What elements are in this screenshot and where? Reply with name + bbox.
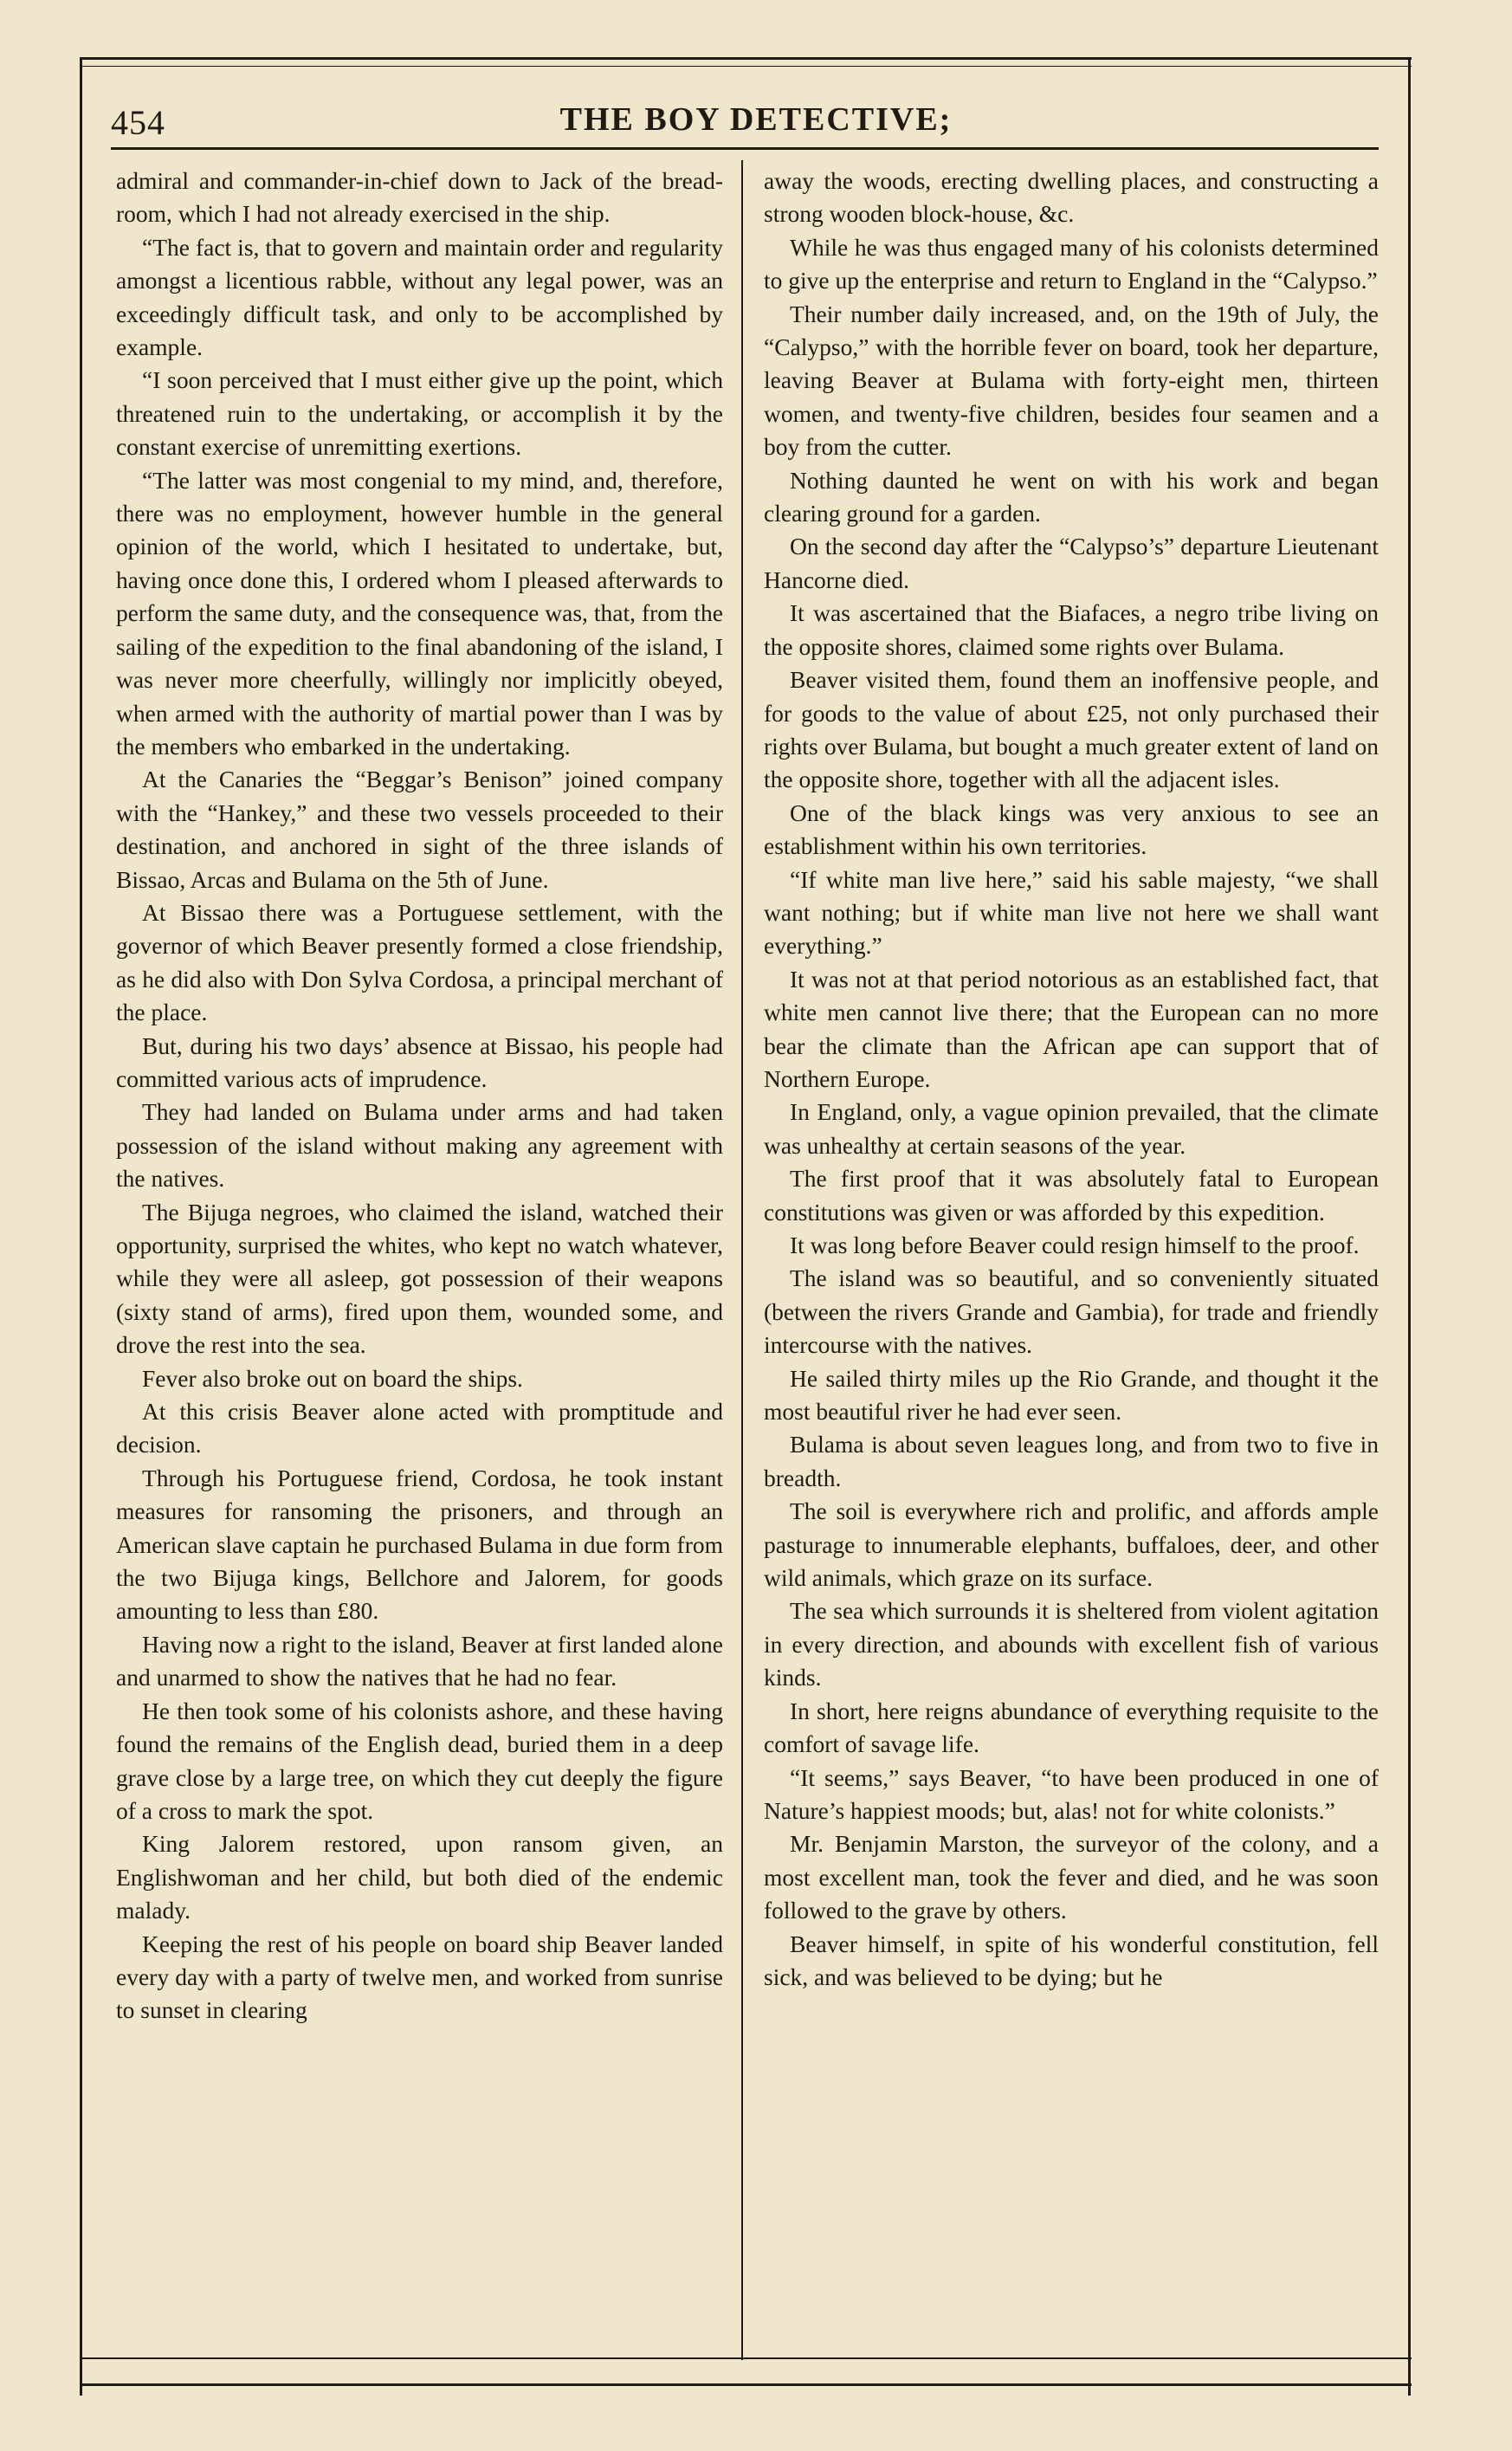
bottom-rule bbox=[80, 2357, 1412, 2359]
paragraph: Nothing daunted he went on with his work and began clearing ground for a garden. bbox=[764, 466, 1379, 527]
paragraph: It was long before Beaver could resign himself to the proof. bbox=[790, 1232, 1360, 1258]
paragraph: “I soon perceived that I must either give up the point, which threatened ruin to the undertaking, or accomplish it by the constant exercise of unremitting exertions. bbox=[116, 366, 723, 461]
paragraph: In short, here reigns abundance of everything requisite to the comfort of savage life. bbox=[764, 1697, 1379, 1758]
bottom-rule-thick bbox=[80, 2383, 1412, 2386]
paragraph: “It seems,” says Beaver, “to have been produced in one of Nature’s happiest moods; but, alas! not for white colonists.” bbox=[764, 1763, 1379, 1824]
paragraph: Beaver himself, in spite of his wonderful constitution, fell sick, and was believed to be dying; but he bbox=[764, 1930, 1379, 1990]
paragraph: away the woods, erecting dwelling places, and constructing a strong wooden block-house, &c. bbox=[764, 167, 1379, 228]
left-column bbox=[116, 165, 723, 2356]
paragraph: Fever also broke out on board the ships. bbox=[142, 1364, 523, 1392]
top-rule-thin bbox=[80, 66, 1412, 67]
paragraph: Having now a right to the island, Beaver at first landed alone and unarmed to show the natives that he had no fear. bbox=[116, 1630, 723, 1691]
paragraph: Through his Portuguese friend, Cordosa, he took instant measures for ransoming the prisoners, and through an American slave captain he purchased Bulama in due form from the two Bijuga kings, Bellchore and Jalorem, for goods amounting to less than £80. bbox=[116, 1464, 723, 1625]
paragraph: It was ascertained that the Biafaces, a negro tribe living on the opposite shores, claimed some rights over Bulama. bbox=[764, 599, 1379, 660]
left-border bbox=[80, 57, 82, 2396]
paragraph: They had landed on Bulama under arms and had taken possession of the island without making any agreement with the natives. bbox=[116, 1098, 723, 1193]
paragraph: In England, only, a vague opinion prevailed, that the climate was unhealthy at certain seasons of the year. bbox=[764, 1098, 1379, 1159]
right-column bbox=[764, 165, 1379, 2356]
page-number: 454 bbox=[111, 103, 165, 142]
paragraph: But, during his two days’ absence at Bissao, his people had committed various acts of imprudence. bbox=[116, 1031, 723, 1092]
right-border bbox=[1408, 57, 1411, 2396]
column-divider bbox=[741, 160, 743, 2360]
paragraph: Keeping the rest of his people on board ship Beaver landed every day with a party of twelve men, and worked from sunrise to sunset in clearing bbox=[116, 1930, 723, 2024]
paragraph: Their number daily increased, and, on the 19th of July, the “Calypso,” with the horrible fever on board, took her departure, leaving Beaver at Bulama with forty-eight men, thirteen women, and twenty-five children, besides four seamen and a boy from the cutter. bbox=[764, 300, 1379, 461]
paragraph: On the second day after the “Calypso’s” departure Lieutenant Hancorne died. bbox=[764, 533, 1379, 593]
paragraph: He then took some of his colonists ashore, and these having found the remains of the English dead, buried them in a deep grave close by a large tree, on which they cut deeply the figure of a cross to mark the spot. bbox=[116, 1697, 723, 1824]
paragraph: At the Canaries the “Beggar’s Benison” joined company with the “Hankey,” and these two vessels proceeded to their destination, and anchored in sight of the three islands of Bissao, Arcas and Bulama on the 5th of June. bbox=[116, 766, 723, 893]
paragraph: “The latter was most congenial to my mind, and, therefore, there was no employment, however humble in the general opinion of the world, which I hesitated to undertake, but, having once done this, I ordered whom I pleased afterwards to perform the same duty, and the consequence was, that, from the sailing of the expedition to the final abandoning of the island, I was never more cheerfully, willingly nor implicitly obeyed, when armed with the authority of martial power than I was by the members who embarked in the undertaking. bbox=[116, 466, 723, 760]
paragraph: “If white man live here,” said his sable majesty, “we shall want nothing; but if white man live not here we shall want everything.” bbox=[764, 865, 1379, 960]
paragraph: One of the black kings was very anxious to see an establishment within his own territories. bbox=[764, 799, 1379, 860]
paragraph: Beaver visited them, found them an inoffensive people, and for goods to the value of about £25, not only purchased their rights over Bulama, but bought a much greater extent of land on the opposite shore, together with all the adjacent isles. bbox=[764, 666, 1379, 793]
paragraph: At Bissao there was a Portuguese settlement, with the governor of which Beaver presently formed a close friendship, as he did also with Don Sylva Cordosa, a principal merchant of the place. bbox=[116, 898, 723, 1026]
paragraph: The first proof that it was absolutely fatal to European constitutions was given or was afforded by this expedition. bbox=[764, 1165, 1379, 1226]
paragraph: While he was thus engaged many of his colonists determined to give up the enterprise and return to England in the “Calypso.” bbox=[764, 233, 1379, 294]
paragraph: admiral and commander-in-chief down to Jack of the bread-room, which I had not already exercised in the ship. bbox=[116, 167, 723, 228]
paragraph: The island was so beautiful, and so conveniently situated (between the rivers Grande and Gambia), for trade and friendly intercourse with the natives. bbox=[764, 1264, 1379, 1359]
paragraph: “The fact is, that to govern and maintain order and regularity amongst a licentious rabble, without any legal power, was an exceedingly difficult task, and only to be accomplished by example. bbox=[116, 233, 723, 361]
paragraph: King Jalorem restored, upon ransom given, an Englishwoman and her child, but both died of the endemic malady. bbox=[116, 1830, 723, 1924]
paragraph: The Bijuga negroes, who claimed the island, watched their opportunity, surprised the whites, who kept no watch whatever, while they were all asleep, got possession of their weapons (sixty stand of arms), fired upon them, wounded some, and drove the rest into the sea. bbox=[116, 1198, 723, 1359]
paragraph: At this crisis Beaver alone acted with promptitude and decision. bbox=[116, 1398, 723, 1458]
paragraph: He sailed thirty miles up the Rio Grande, and thought it the most beautiful river he had ever seen. bbox=[764, 1364, 1379, 1426]
paragraph: The soil is everywhere rich and prolific, and affords ample pasturage to innumerable elephants, buffaloes, deer, and other wild animals, which graze on its surface. bbox=[764, 1497, 1379, 1592]
paragraph: The sea which surrounds it is sheltered from violent agitation in every direction, and abounds with excellent fish of various kinds. bbox=[764, 1597, 1379, 1691]
header-rule bbox=[111, 147, 1379, 150]
paragraph: Bulama is about seven leagues long, and from two to five in breadth. bbox=[764, 1431, 1379, 1491]
paragraph: Mr. Benjamin Marston, the surveyor of the colony, and a most excellent man, took the fever and died, and he was soon followed to the grave by others. bbox=[764, 1830, 1379, 1924]
top-rule bbox=[80, 57, 1412, 60]
running-title: THE BOY DETECTIVE; bbox=[559, 101, 953, 138]
paragraph: It was not at that period notorious as an established fact, that white men cannot live there; that the European can no more bear the climate than the African ape can support that of Northern Europe. bbox=[764, 965, 1379, 1092]
